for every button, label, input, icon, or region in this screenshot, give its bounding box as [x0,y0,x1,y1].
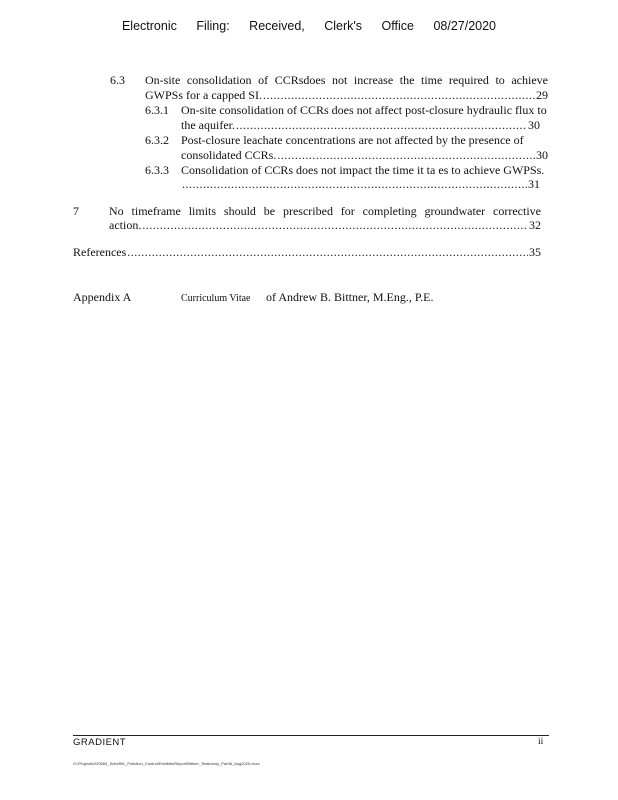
dot-leader [127,245,528,260]
toc-number: 7 [73,204,79,218]
toc-title-line: the aquifer. [181,118,235,132]
toc-number: 6.3.1 [145,103,169,117]
toc-leader-line [181,177,540,192]
toc-title-line: No timeframe limits should be prescribed for completing groundwater corrective [109,204,541,218]
toc-title-line: Consolidation of CCRs does not impact the time it ta es to achieve GWPSs. [181,163,545,177]
toc-title-line: On-site consolidation of CCRsdoes not increase the time required to achieve [145,73,548,87]
toc-title-line: GWPSs for a capped SI. [145,88,262,102]
dot-leader [182,177,527,192]
filing-header [0,19,618,33]
toc-leader-line [145,88,548,103]
toc-page: 32 [529,218,541,232]
toc-leader-line [109,218,541,233]
dot-leader [277,148,535,163]
header-word: Filing: [196,19,230,33]
toc-page: 30 [536,148,548,162]
dot-leader [236,118,527,133]
toc-page: 29 [536,88,548,102]
toc-leader-line [181,118,540,133]
toc-entry-references[interactable] [73,245,541,260]
toc-title-line: consolidated CCRs. [181,148,277,162]
gradient-logo: GRADIENT [73,737,127,748]
appendix-title: of Andrew B. Bittner, M.Eng., P.E. [266,290,434,304]
toc-title-line: References [73,245,127,259]
footer-divider [73,735,549,736]
dot-leader [263,88,535,103]
toc-title-line: Post-closure leachate concentrations are not affected by the presence of [181,133,524,147]
toc-number: 6.3.2 [145,133,169,147]
header-word: Received, [249,19,305,33]
page-number: ii [538,737,544,747]
toc-number: 6.3 [110,73,125,87]
toc-leader-line [181,148,548,163]
dot-leader [142,218,528,233]
toc-page: 30 [528,118,540,132]
toc-page: 31 [528,177,540,191]
toc-title-line: action. [109,218,142,232]
appendix-label: Appendix A [73,290,132,304]
toc-number: 6.3.3 [145,163,169,177]
file-path: G:\Projects\220084_Scheff\IL_Pollution_Control\Exhibits\Report\Bittner_Testimony_Part\8_Aug2020.docx [73,761,260,766]
toc-title-line: On-site consolidation of CCRs does not affect post-closure hydraulic flux to [181,103,547,117]
appendix-title-small: Curriculum Vitae [181,293,251,304]
header-date: 08/27/2020 [433,19,497,33]
header-word: Clerk's [324,19,363,33]
header-word: Office [381,19,414,33]
toc-page: 35 [529,245,541,259]
header-word: Electronic [121,19,177,33]
